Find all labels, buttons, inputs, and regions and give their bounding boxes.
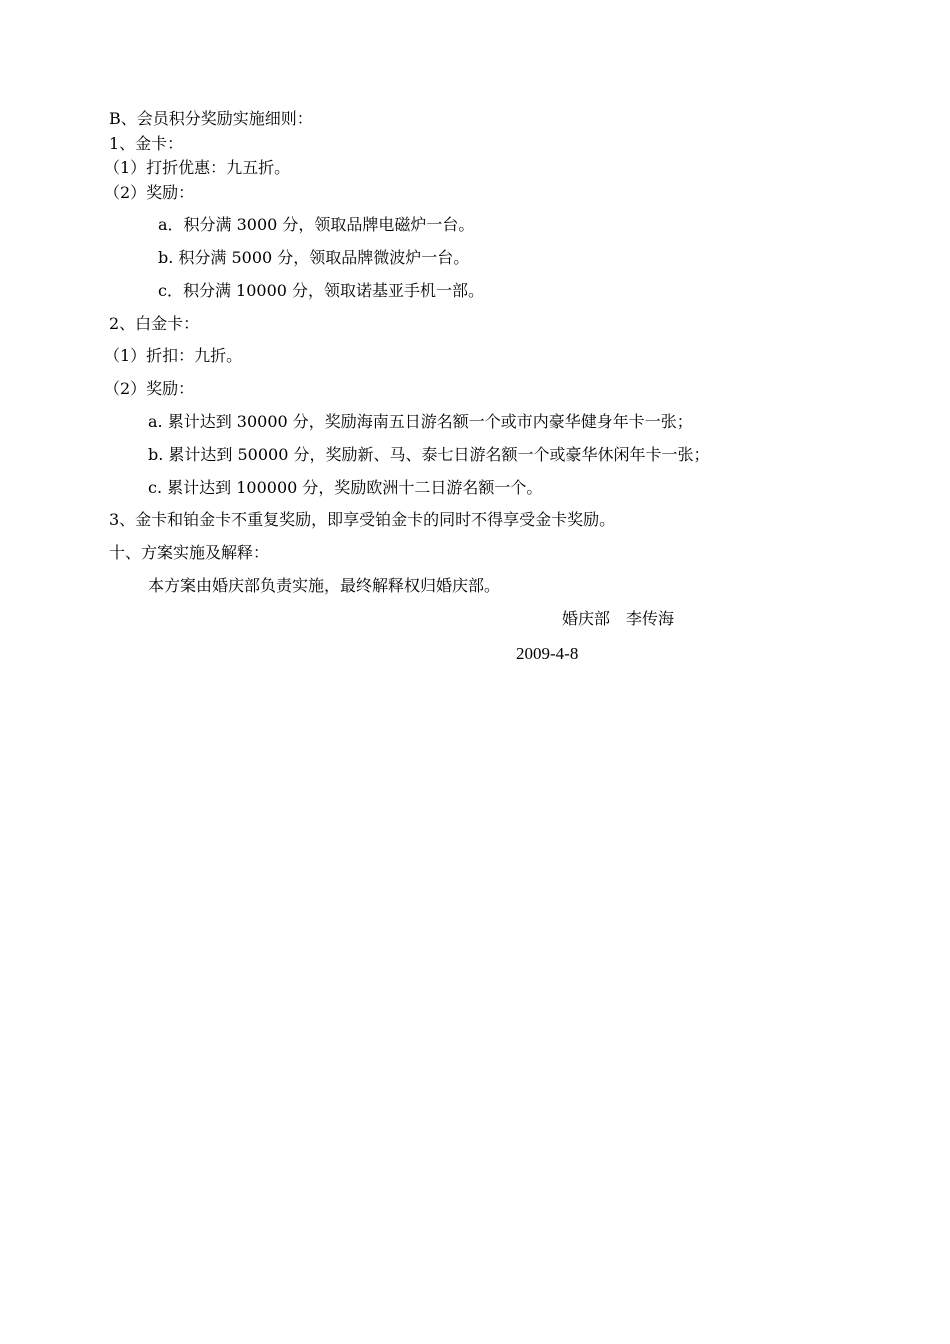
gold-card-reward-heading: （2）奖励： [104,183,195,202]
gold-card-reward-c: c．积分满 10000 分，领取诺基亚手机一部。 [158,281,485,300]
platinum-card-heading: 2、白金卡： [109,314,200,333]
platinum-card-reward-c: c. 累计达到 100000 分，奖励欧洲十二日游名额一个。 [148,478,543,497]
section-10-title: 十、方案实施及解释： [109,543,270,562]
document-date: 2009-4-8 [516,644,579,663]
platinum-card-discount: （1）折扣：九折。 [104,346,243,365]
platinum-card-reward-b: b. 累计达到 50000 分，奖励新、马、泰七日游名额一个或豪华休闲年卡一张； [148,445,710,464]
platinum-card-reward-a: a. 累计达到 30000 分，奖励海南五日游名额一个或市内豪华健身年卡一张； [148,412,693,431]
rule-3: 3、金卡和铂金卡不重复奖励，即享受铂金卡的同时不得享受金卡奖励。 [109,510,616,529]
gold-card-heading: 1、金卡： [109,134,184,153]
gold-card-discount: （1）打折优惠：九五折。 [104,158,291,177]
section-10-body: 本方案由婚庆部负责实施，最终解释权归婚庆部。 [148,576,501,595]
gold-card-reward-a: a．积分满 3000 分，领取品牌电磁炉一台。 [158,215,475,234]
signature: 婚庆部 李传海 [562,609,675,628]
section-b-title: B、会员积分奖励实施细则： [109,109,313,128]
platinum-card-reward-heading: （2）奖励： [104,379,195,398]
gold-card-reward-b: b. 积分满 5000 分，领取品牌微波炉一台。 [158,248,470,267]
